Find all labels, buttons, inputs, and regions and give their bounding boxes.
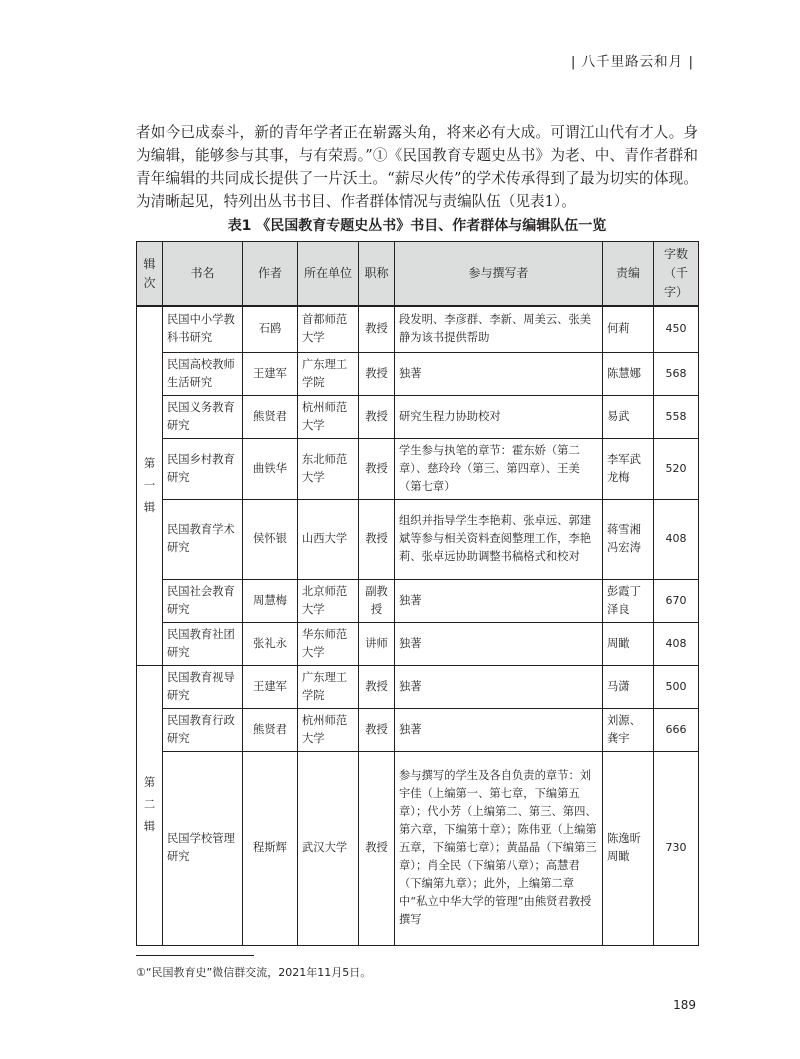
book-title-cell: 民国学校管理研究 [163, 751, 243, 945]
author-cell: 熊贤君 [243, 395, 298, 438]
table-row [137, 751, 699, 945]
word-count-cell: 408 [654, 622, 699, 665]
editor-cell: 陈慧娜 [603, 352, 654, 395]
batch-label: 第一辑 [143, 456, 156, 514]
author-cell: 曲铁华 [243, 438, 298, 499]
header-words: 字数（千字） [654, 242, 699, 307]
table-row [137, 579, 699, 622]
editor-cell: 周瞰 [603, 622, 654, 665]
job-title-cell: 教授 [359, 395, 395, 438]
job-title-cell: 讲师 [359, 622, 395, 665]
header-book: 书名 [163, 242, 243, 307]
unit-cell: 东北师范大学 [298, 438, 359, 499]
participants-cell: 参与撰写的学生及各自负责的章节：刘宇佳（上编第一、第七章，下编第五章）；代小芳（上编第二、第三、第四、第六章，下编第十章）；陈伟亚（上编第五章，下编第七章）；黄晶晶（下编第三章）；肖全民（下编第八章）；高慧君（下编第九章）；此外，上编第二章中“私立中华大学的管理”由熊贤君教授撰写 [395, 751, 603, 945]
job-title-cell: 教授 [359, 352, 395, 395]
batch-label-cell [137, 665, 163, 945]
table-row [137, 665, 699, 708]
unit-cell: 武汉大学 [298, 751, 359, 945]
table-row [137, 499, 699, 579]
editor-cell: 蒋雪湘冯宏涛 [603, 499, 654, 579]
word-count-cell: 558 [654, 395, 699, 438]
editor-cell: 李军武龙梅 [603, 438, 654, 499]
author-cell: 程斯辉 [243, 751, 298, 945]
word-count-cell: 500 [654, 665, 699, 708]
unit-cell: 北京师范大学 [298, 579, 359, 622]
book-title-cell: 民国教育行政研究 [163, 708, 243, 751]
table-row [137, 622, 699, 665]
job-title-cell: 教授 [359, 499, 395, 579]
editor-cell: 马潇 [603, 665, 654, 708]
book-title-cell: 民国乡村教育研究 [163, 438, 243, 499]
participants-cell: 段发明、李彦群、李新、周美云、张美静为该书提供帮助 [395, 306, 603, 352]
job-title-cell: 教授 [359, 306, 395, 352]
body-paragraph [136, 121, 698, 213]
participants-cell: 独著 [395, 579, 603, 622]
author-cell: 周慧梅 [243, 579, 298, 622]
unit-cell: 广东理工学院 [298, 665, 359, 708]
author-cell: 王建军 [243, 665, 298, 708]
header-participants: 参与撰写者 [395, 242, 603, 307]
participants-cell: 组织并指导学生李艳莉、张卓远、郭建斌等参与相关资料查阅整理工作，李艳莉、张卓远协助调整书稿格式和校对 [395, 499, 603, 579]
word-count-cell: 730 [654, 751, 699, 945]
participants-cell: 研究生程力协助校对 [395, 395, 603, 438]
header-title: 职称 [359, 242, 395, 307]
participants-cell: 独著 [395, 665, 603, 708]
header-editor: 责编 [603, 242, 654, 307]
table-row [137, 352, 699, 395]
job-title-cell: 教授 [359, 665, 395, 708]
unit-cell: 首都师范大学 [298, 306, 359, 352]
book-title-cell: 民国教育社团研究 [163, 622, 243, 665]
book-title-cell: 民国社会教育研究 [163, 579, 243, 622]
book-title-cell: 民国义务教育研究 [163, 395, 243, 438]
author-cell: 王建军 [243, 352, 298, 395]
word-count-cell: 666 [654, 708, 699, 751]
participants-cell: 独著 [395, 708, 603, 751]
batch-label-cell [137, 306, 163, 665]
word-count-cell: 670 [654, 579, 699, 622]
word-count-cell: 568 [654, 352, 699, 395]
editor-cell: 陈逸昕周瞰 [603, 751, 654, 945]
unit-cell: 华东师范大学 [298, 622, 359, 665]
book-title-cell: 民国教育视导研究 [163, 665, 243, 708]
unit-cell: 杭州师范大学 [298, 395, 359, 438]
unit-cell: 山西大学 [298, 499, 359, 579]
participants-cell: 独著 [395, 352, 603, 395]
book-title-cell: 民国高校教师生活研究 [163, 352, 243, 395]
editor-cell: 易武 [603, 395, 654, 438]
participants-cell: 学生参与执笔的章节：霍东娇（第二章）、慈玲玲（第三、第四章）、王美（第七章） [395, 438, 603, 499]
editor-cell: 彭霞丁泽良 [603, 579, 654, 622]
word-count-cell: 450 [654, 306, 699, 352]
book-table [136, 241, 699, 946]
participants-cell: 独著 [395, 622, 603, 665]
author-cell: 侯怀银 [243, 499, 298, 579]
header-unit: 所在单位 [298, 242, 359, 307]
author-cell: 张礼永 [243, 622, 298, 665]
table-row [137, 708, 699, 751]
editor-cell: 何莉 [603, 306, 654, 352]
table-row [137, 306, 699, 352]
footnote: ①“民国教育史”微信群交流，2021年11月5日。 [136, 966, 372, 979]
table-body [137, 242, 699, 946]
book-title-cell: 民国教育学术研究 [163, 499, 243, 579]
unit-cell: 杭州师范大学 [298, 708, 359, 751]
author-cell: 石鸥 [243, 306, 298, 352]
header-author: 作者 [243, 242, 298, 307]
batch-label: 第二辑 [143, 776, 156, 833]
job-title-cell: 教授 [359, 708, 395, 751]
table-title: 表1 《民国教育专题史丛书》书目、作者群体与编辑队伍一览 [227, 218, 607, 234]
author-cell: 熊贤君 [243, 708, 298, 751]
paragraph-text: 者如今已成泰斗，新的青年学者正在崭露头角，将来必有大成。可谓江山代有才人。身为编辑，能够参与其事，与有荣焉。”①《民国教育专题史丛书》为老、中、青作者群和青年编辑的共同成长提供了一片沃土。“薪尽火传”的学术传承得到了最为切实的体现。为清晰起见，特列出丛书书目、作者群体情况与责编队伍（见表1）。 [136, 124, 698, 210]
editor-cell: 刘源、龚宇 [603, 708, 654, 751]
job-title-cell: 教授 [359, 751, 395, 945]
job-title-cell: 教授 [359, 438, 395, 499]
job-title-cell: 副教授 [359, 579, 395, 622]
page-number: 189 [673, 998, 696, 1012]
header-batch: 辑次 [137, 242, 163, 307]
table-header-row [137, 242, 699, 307]
word-count-cell: 520 [654, 438, 699, 499]
table-row [137, 438, 699, 499]
book-title-cell: 民国中小学教科书研究 [163, 306, 243, 352]
word-count-cell: 408 [654, 499, 699, 579]
running-head: | 八千里路云和月 | [570, 54, 694, 70]
footnote-rule [136, 955, 254, 956]
table-row [137, 395, 699, 438]
unit-cell: 广东理工学院 [298, 352, 359, 395]
